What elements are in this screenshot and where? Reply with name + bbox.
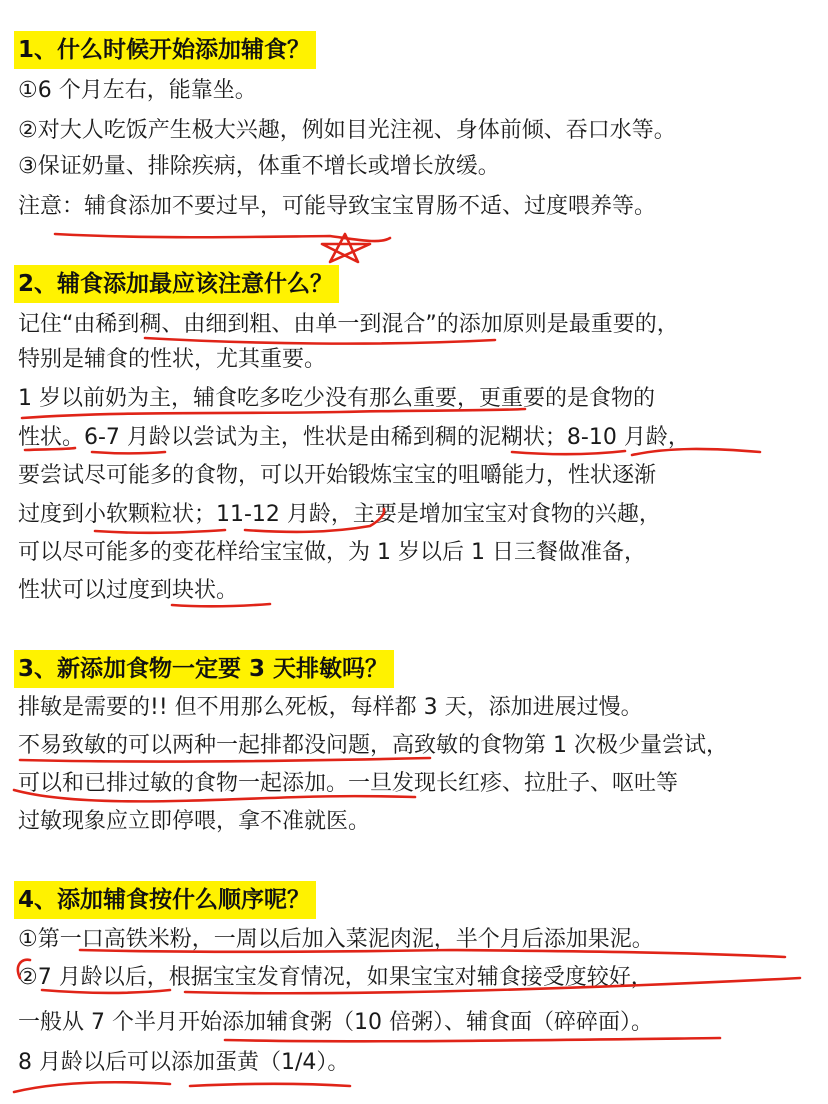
section-1-note: 注意：辅食添加不要过早，可能导致宝宝胃肠不适、过度喂养等。 <box>18 194 657 219</box>
underline-s2-granules <box>95 530 225 533</box>
section-3-line-1: 排敏是需要的!! 但不用那么死板，每样都 3 天，添加进展过慢。 <box>18 695 643 720</box>
section-4-line-4: 8 月龄以后可以添加蛋黄（1/4）。 <box>18 1050 350 1075</box>
section-3-line-3: 可以和已排过敏的食物一起添加。一旦发现长红疹、拉肚子、呕吐等 <box>18 771 679 796</box>
underline-s4-8month <box>14 1082 170 1092</box>
section-2-line-4: 性状。6-7 月龄以尝试为主，性状是由稀到稠的泥糊状；8-10 月龄， <box>18 425 690 450</box>
section-3-heading: 3、新添加食物一定要 3 天排敏吗？ <box>14 650 394 688</box>
section-2-line-3: 1 岁以前奶为主，辅食吃多吃少没有那么重要，更重要的是食物的 <box>18 386 655 411</box>
section-4-line-1: ①第一口高铁米粉，一周以后加入菜泥肉泥，半个月后添加果泥。 <box>18 927 654 952</box>
section-2-line-2: 特别是辅食的性状，尤其重要。 <box>18 347 327 372</box>
section-3-line-2: 不易致敏的可以两种一起排都没问题，高致敏的食物第 1 次极少量尝试， <box>18 733 728 758</box>
section-4-line-2: ②7 月龄以后，根据宝宝发育情况，如果宝宝对辅食接受度较好， <box>18 965 653 990</box>
section-1-heading: 1、什么时候开始添加辅食？ <box>14 31 316 69</box>
section-4-line-3: 一般从 7 个半月开始添加辅食粥（10 倍粥）、辅食面（碎碎面）。 <box>18 1010 653 1035</box>
section-2-line-7: 可以尽可能多的变花样给宝宝做，为 1 岁以后 1 日三餐做准备， <box>18 540 646 565</box>
underline-s4-yolk <box>190 1084 350 1086</box>
section-2-line-8: 性状可以过度到块状。 <box>18 578 239 603</box>
underline-s4-line3 <box>225 1038 720 1041</box>
section-1-line-3: ③保证奶量、排除疾病，体重不增长或增长放缓。 <box>18 154 500 179</box>
section-1-line-2: ②对大人吃饭产生极大兴趣，例如目光注视、身体前倾、吞口水等。 <box>18 118 676 143</box>
star-mark <box>322 234 370 262</box>
section-3-line-4: 过敏现象应立即停喂，拿不准就医。 <box>18 809 371 834</box>
section-2-line-6: 过度到小软颗粒状；11-12 月龄，主要是增加宝宝对食物的兴趣， <box>18 502 661 527</box>
underline-s1-note <box>55 234 390 241</box>
section-2-line-1: 记住“由稀到稠、由细到粗、由单一到混合”的添加原则是最重要的， <box>18 312 679 337</box>
section-2-heading: 2、辅食添加最应该注意什么？ <box>14 265 339 303</box>
section-2-line-5: 要尝试尽可能多的食物，可以开始锻炼宝宝的咀嚼能力，性状逐渐 <box>18 463 657 488</box>
section-1-line-1: ①6 个月左右，能靠坐。 <box>18 78 257 103</box>
section-4-heading: 4、添加辅食按什么顺序呢？ <box>14 881 316 919</box>
